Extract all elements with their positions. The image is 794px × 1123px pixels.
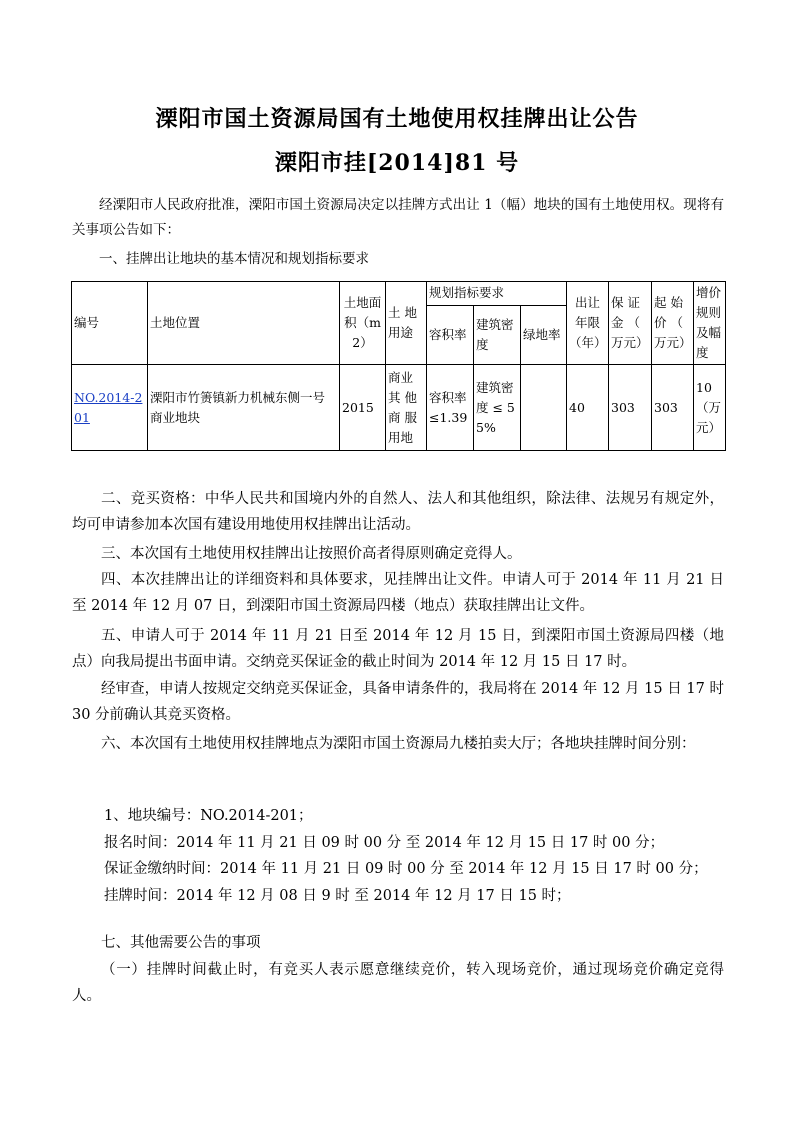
section-6: 六、本次国有土地使用权挂牌地点为溧阳市国土资源局九楼拍卖大厅；各地块挂牌时间分别：: [101, 736, 696, 752]
cell-increment: 10 （万元）: [694, 365, 726, 451]
section-5: 五、申请人可于 2014 年 11 月 21 日至 2014 年 12 月 15 日，到溧阳市国土资源局四楼（地点）向我局提出书面申请。交纳竞买保证金的截止时间为 2014 年 12 月 15 日 17 时。: [72, 628, 724, 670]
header-term: 出让年限（年）: [567, 282, 609, 365]
land-info-table: [71, 281, 726, 451]
header-location: 土地位置: [148, 282, 340, 365]
deposit-payment-time: 保证金缴纳时间：2014 年 11 月 21 日 09 时 00 分 至 2014 年 12 月 15 日 17 时 00 分；: [104, 861, 708, 877]
cell-location: 溧阳市竹箦镇新力机械东侧一号商业地块: [148, 365, 340, 451]
header-green-rate: 绿地率: [521, 305, 567, 364]
cell-green-rate: [521, 365, 567, 451]
intro-paragraph: 经溧阳市人民政府批准，溧阳市国土资源局决定以挂牌方式出让 1（幅）地块的国有土地使用权。现将有关事项公告如下：: [72, 197, 724, 238]
section-4: 四、本次挂牌出让的详细资料和具体要求，见挂牌出让文件。申请人可于 2014 年 11 月 21 日至 2014 年 12 月 07 日，到溧阳市国土资源局四楼（地点）获取挂牌出让文件。: [72, 572, 724, 614]
header-area: 土地面积（m2）: [340, 282, 386, 365]
document-number: 溧阳市挂[2014]81 号: [274, 150, 520, 176]
section-1-heading: 一、挂牌出让地块的基本情况和规划指标要求: [99, 251, 369, 267]
header-planning-group: 规划指标要求: [427, 282, 567, 306]
cell-area: 2015: [340, 365, 386, 451]
header-increment: 增价规则及幅度: [694, 282, 726, 365]
header-deposit: 保 证金 （ 万元）: [609, 282, 652, 365]
plot-number-link[interactable]: NO.2014-201: [74, 389, 143, 425]
cell-deposit: 303: [609, 365, 652, 451]
header-density: 建筑密度: [474, 305, 521, 364]
section-7-item-1: （一）挂牌时间截止时，有竞买人表示愿意继续竞价，转入现场竞价，通过现场竞价确定竞得人。: [72, 962, 724, 1004]
document-title: 溧阳市国土资源局国有土地使用权挂牌出让公告: [155, 106, 639, 132]
registration-time: 报名时间：2014 年 11 月 21 日 09 时 00 分 至 2014 年 12 月 15 日 17 时 00 分；: [104, 835, 665, 851]
cell-plot-ratio: 容积率≤1.39: [427, 365, 474, 451]
cell-use: 商业 其 他 商 服用地: [386, 365, 427, 451]
section-7-heading: 七、其他需要公告的事项: [101, 935, 261, 951]
cell-start-price: 303: [652, 365, 694, 451]
listing-time: 挂牌时间：2014 年 12 月 08 日 9 时 至 2014 年 12 月 17 日 15 时；: [104, 888, 571, 904]
header-no: 编号: [72, 282, 148, 365]
header-plot-ratio: 容积率: [427, 305, 474, 364]
header-use: 土 地用途: [386, 282, 427, 365]
cell-term: 40: [567, 365, 609, 451]
header-start-price: 起 始价 （ 万元）: [652, 282, 694, 365]
plot-number-line: 1、地块编号：NO.2014-201；: [104, 808, 313, 824]
review-paragraph: 经审查，申请人按规定交纳竞买保证金，具备申请条件的，我局将在 2014 年 12 月 15 日 17 时 30 分前确认其竞买资格。: [72, 681, 724, 723]
section-2: 二、竞买资格：中华人民共和国境内外的自然人、法人和其他组织，除法律、法规另有规定外，均可申请参加本次国有建设用地使用权挂牌出让活动。: [72, 491, 724, 533]
section-3: 三、本次国有土地使用权挂牌出让按照价高者得原则确定竞得人。: [101, 546, 522, 562]
table-row: [72, 365, 726, 451]
cell-density: 建筑密度 ≤ 55%: [474, 365, 521, 451]
